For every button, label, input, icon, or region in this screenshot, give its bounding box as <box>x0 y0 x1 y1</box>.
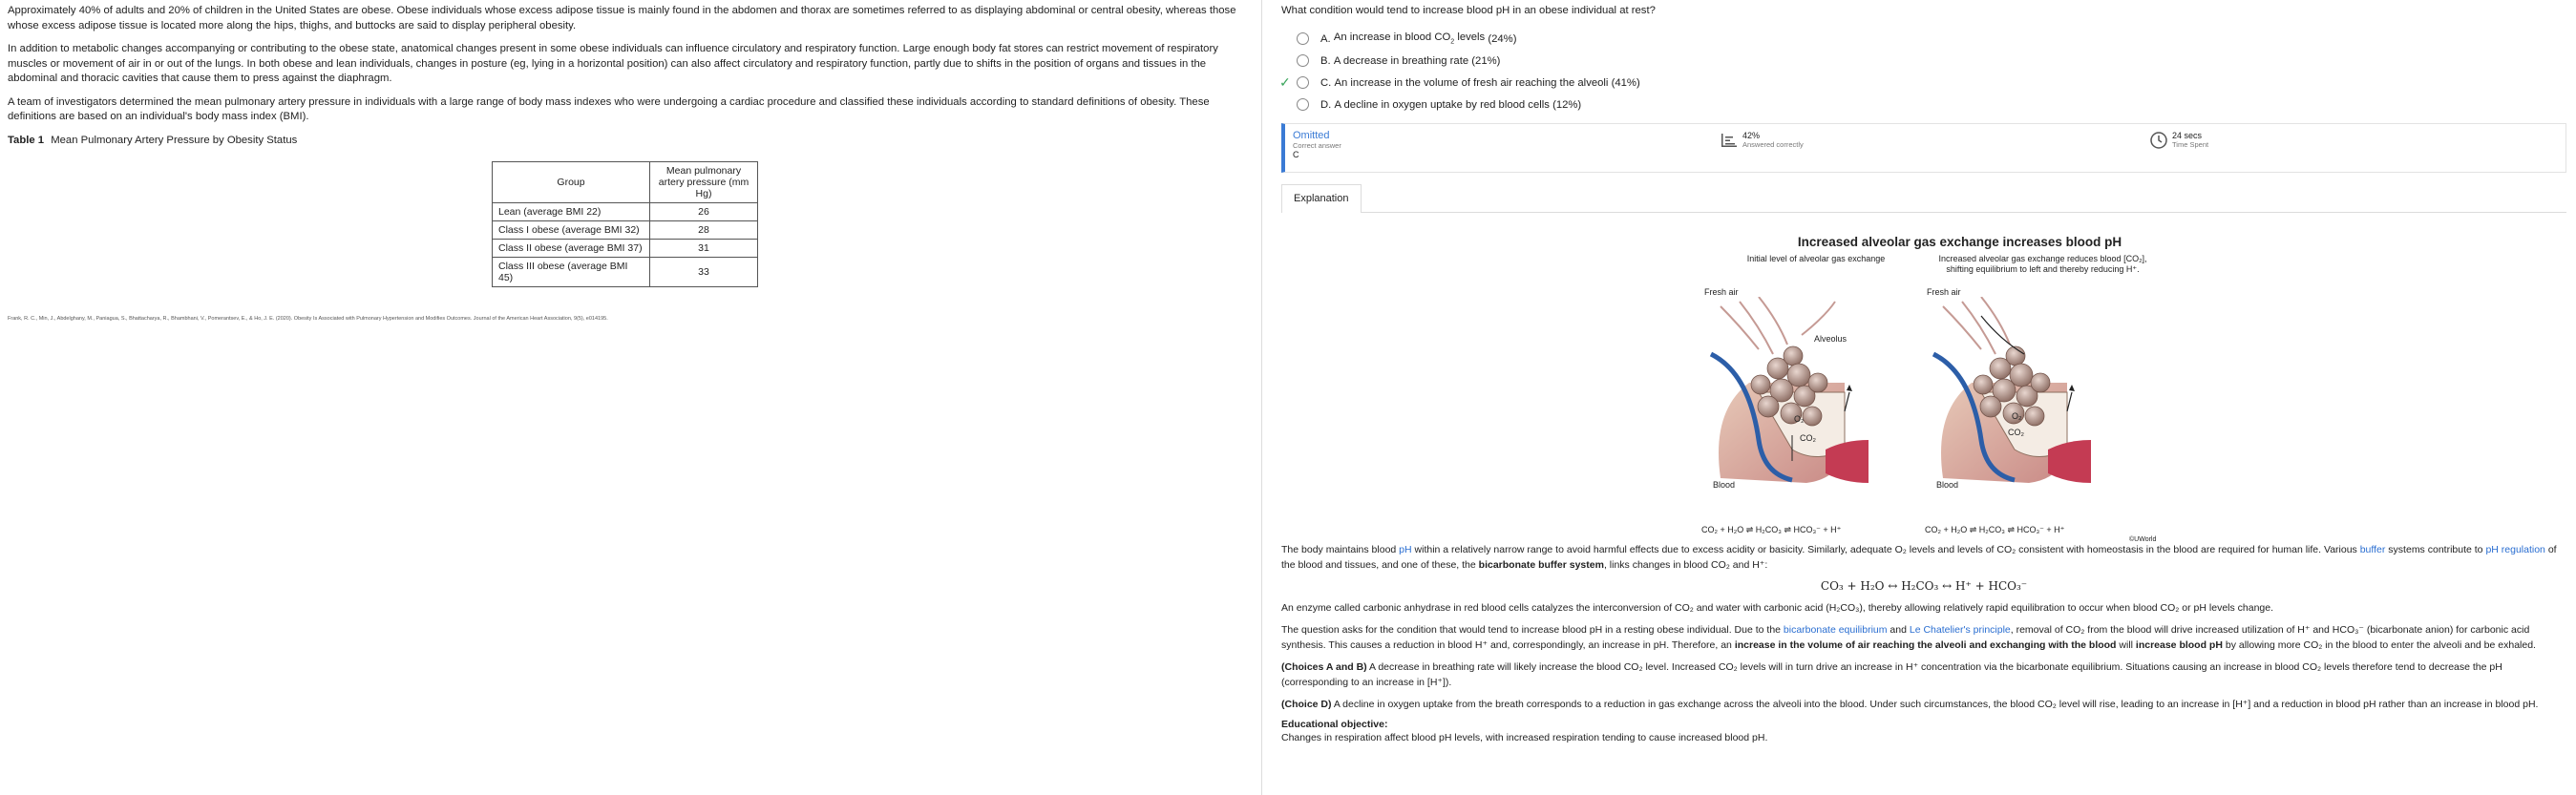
time-spent <box>2149 131 2208 154</box>
question-text: What condition would tend to increase blood pH in an obese individual at rest? <box>1281 5 1656 16</box>
right-caption: Increased alveolar gas exchange reduces blood [CO₂], shifting equilibrium to left and thereby reducing H⁺. <box>1938 254 2147 274</box>
explanation-paragraph-5: (Choice D) A decline in oxygen uptake from the breath corresponds to a reduction in gas exchange across the alveoli into the blood. Under such circumstances, the blood CO₂ level will rise, leading to an increase in [H⁺] and a reduction in blood pH rather than an increase in blood pH. <box>1281 699 2539 710</box>
explanation-body <box>1281 542 2566 745</box>
explanation-paragraph-2: An enzyme called carbonic anhydrase in red blood cells catalyzes the interconversion of CO₂ and water with carbonic acid (H₂CO₃), thereby allowing relatively rapid equilibration to occur when blood CO₂ or pH levels change. <box>1281 602 2274 614</box>
equilibrium-equation-right: CO₂ + H₂O ⇌ H₂CO₃ ⇌ HCO₃⁻ + H⁺ <box>1925 525 2065 534</box>
o2-label-right: O₂ <box>2012 411 2022 421</box>
radio-button[interactable] <box>1297 76 1309 89</box>
table-row <box>493 220 758 239</box>
objective-heading: Educational objective: <box>1281 719 1388 730</box>
table-header-row <box>493 161 758 202</box>
explanation-paragraph-1: The body maintains blood pH within a relatively narrow range to avoid harmful effects due to excess acidity or basicity. Similarly, adequate O₂ levels and levels of CO₂ consistent with homeostasis in the blood are required for human life. Various buffer systems contribute to pH regulation of the blood and tissues, and one of these, the bicarbonate buffer system, links changes in blood CO₂ and H⁺: <box>1281 544 2557 571</box>
bar-chart-icon <box>1720 131 1739 154</box>
answer-choice-d[interactable] <box>1281 94 2566 115</box>
table-row <box>493 257 758 286</box>
data-table <box>492 161 758 287</box>
fresh-air-label-right: Fresh air <box>1927 287 1961 297</box>
copyright: ©UWorld <box>2129 536 2157 543</box>
table-cell-group: Lean (average BMI 22) <box>493 202 650 220</box>
status-label: Omitted <box>1293 130 1330 141</box>
co2-label-right: CO₂ <box>2008 428 2024 437</box>
table-cell-group: Class III obese (average BMI 45) <box>493 257 650 286</box>
question-pane <box>1262 0 2576 795</box>
choice-percent: (12%) <box>1552 98 1582 111</box>
explanation-paragraph-3: The question asks for the condition that would tend to increase blood pH in a resting obese individual. Due to the bicarbonate equilibrium and Le Chatelier's principle, removal of CO₂ from the blood will drive increased utilization of H⁺ and HCO₃⁻ (bicarbonate anion) for carbonic acid synthesis. This causes a reduction in blood H⁺ and, correspondingly, an increase in pH. Therefore, an increase in the volume of air reaching the alveoli and exchanging with the blood will increase blood pH by allowing more CO₂ in the blood to enter the alveoli and be exhaled. <box>1281 624 2536 651</box>
left-caption: Initial level of alveolar gas exchange <box>1746 254 1886 263</box>
alveoli-illustration <box>1701 297 2160 488</box>
choice-letter: D. <box>1320 98 1332 111</box>
table-cell-value: 28 <box>650 220 758 239</box>
passage-pane <box>0 0 1262 795</box>
alveoli-figure <box>1701 254 2160 542</box>
choice-percent: (21%) <box>1471 54 1501 67</box>
choice-letter: B. <box>1320 54 1331 67</box>
answer-choice-a[interactable] <box>1281 28 2566 50</box>
link-buffer[interactable]: buffer <box>2359 544 2386 555</box>
blood-label-left: Blood <box>1713 480 1736 490</box>
choice-letter: C. <box>1320 76 1332 89</box>
equilibrium-equation-left: CO₂ + H₂O ⇌ H₂CO₃ ⇌ HCO₃⁻ + H⁺ <box>1701 525 1842 534</box>
table-cell-value: 26 <box>650 202 758 220</box>
table-cell-value: 33 <box>650 257 758 286</box>
choice-text: A decrease in breathing rate <box>1333 54 1469 67</box>
fresh-air-label-left: Fresh air <box>1704 287 1739 297</box>
table-row <box>493 239 758 257</box>
choice-letter: A. <box>1320 32 1331 45</box>
choice-percent: (41%) <box>1611 76 1640 89</box>
explanation-paragraph-4: (Choices A and B) A decrease in breathing rate will likely increase the blood CO₂ level. Increased CO₂ levels will in turn drive an increase in H⁺ concentration via the bicarbonate equilibrium. Situations causing an increase in blood CO₂ levels therefore tend to decrease the pH (corresponding to an increase in [H⁺]). <box>1281 661 2502 688</box>
bicarbonate-equation: CO₃ + H₂O ↔ H₂CO₃ ↔ H⁺ + HCO₃⁻ <box>1820 579 2028 593</box>
explanation-tab-bar <box>1281 184 2566 213</box>
table-cell-group: Class I obese (average BMI 32) <box>493 220 650 239</box>
link-le-chatelier[interactable]: Le Chatelier's principle <box>1909 624 2011 636</box>
answer-choice-b[interactable] <box>1281 50 2566 72</box>
link-ph[interactable]: pH <box>1399 544 1412 555</box>
correct-check-icon: ✓ <box>1279 74 1291 90</box>
left-alveolus-drawing <box>1711 297 1869 483</box>
percent-correct-value: 42% <box>1742 131 1761 140</box>
table-cell-group: Class II obese (average BMI 37) <box>493 239 650 257</box>
right-alveolus-drawing <box>1933 297 2091 483</box>
co2-label-left: CO₂ <box>1800 433 1816 443</box>
percent-correct-label: Answered correctly <box>1742 140 1804 149</box>
choice-text: An increase in blood $CO_2$ levels <box>1333 31 1486 46</box>
table-title <box>8 135 1254 146</box>
figure-title: Increased alveolar gas exchange increases blood pH <box>1797 235 2122 249</box>
table-title-text: Mean Pulmonary Artery Pressure by Obesity Status <box>51 134 298 146</box>
blood-label-right: Blood <box>1936 480 1959 490</box>
radio-button[interactable] <box>1297 32 1309 45</box>
tab-explanation[interactable]: Explanation <box>1281 184 1362 213</box>
table-header-pressure: Mean pulmonary artery pressure (mm Hg) <box>650 161 758 202</box>
o2-label-left: O₂ <box>1794 414 1805 424</box>
table-label: Table 1 <box>8 134 45 146</box>
table-header-group: Group <box>493 161 650 202</box>
result-stats-bar <box>1281 123 2566 173</box>
time-spent-value: 24 secs <box>2172 131 2203 140</box>
answer-status <box>1293 130 1341 159</box>
correct-answer-value: C <box>1293 150 1299 159</box>
table-row <box>493 202 758 220</box>
time-spent-label: Time Spent <box>2172 140 2209 149</box>
alveolus-label: Alveolus <box>1814 334 1848 344</box>
table-cell-value: 31 <box>650 239 758 257</box>
choice-percent: (24%) <box>1488 32 1517 45</box>
answer-choice-c[interactable] <box>1281 72 2566 94</box>
choice-text: A decline in oxygen uptake by red blood cells <box>1334 98 1550 111</box>
link-ph-regulation[interactable]: pH regulation <box>2485 544 2545 555</box>
citation: Frank, R. C., Min, J., Abdelghany, M., Paniagua, S., Bhattacharya, R., Bhambhani, V., Pomerantsev, E., & Ho, J. E. (2020). Obesity Is Associated with Pulmonary Hypertension and Modifies Outcomes. Journal of the American Heart Association, 9(5), e014195. <box>8 315 608 322</box>
link-bicarbonate-equilibrium[interactable]: bicarbonate equilibrium <box>1783 624 1888 636</box>
objective-text: Changes in respiration affect blood pH levels, with increased respiration tending to cause increased blood pH. <box>1281 732 1768 743</box>
choice-text: An increase in the volume of fresh air reaching the alveoli <box>1334 76 1609 89</box>
correct-answer-label: Correct answer <box>1293 141 1341 150</box>
passage-paragraph-1: Approximately 40% of adults and 20% of children in the United States are obese. Obese individuals whose excess adipose tissue is mainly found in the abdomen and thorax are sometimes referred to as displaying abdominal or central obesity, whereas those whose excess adipose tissue is located more along the hips, thighs, and buttocks are said to display peripheral obesity. <box>8 5 1236 31</box>
radio-button[interactable] <box>1297 54 1309 67</box>
clock-icon <box>2149 131 2168 154</box>
passage-paragraph-3: A team of investigators determined the mean pulmonary artery pressure in individuals with a large range of body mass indexes who were undergoing a cardiac procedure and classified these individuals according to standard definitions of obesity. These definitions are based on an individual's body mass index (BMI). <box>8 95 1210 122</box>
radio-button[interactable] <box>1297 98 1309 111</box>
percent-correct <box>1720 131 1804 154</box>
passage-paragraph-2: In addition to metabolic changes accompanying or contributing to the obese state, anatomical changes present in some obese individuals can influence circulatory and respiratory function. Large enough body fat stores can restrict movement of respiratory muscles or movement of air in or out of the lungs. In both obese and lean individuals, changes in posture (eg, lying in a horizontal position) can also affect circulatory and respiratory function, partly due to shifts in the position of organs and tissues in the abdominal and thoracic cavities that cause them to press against the diaphragm. <box>8 43 1218 84</box>
